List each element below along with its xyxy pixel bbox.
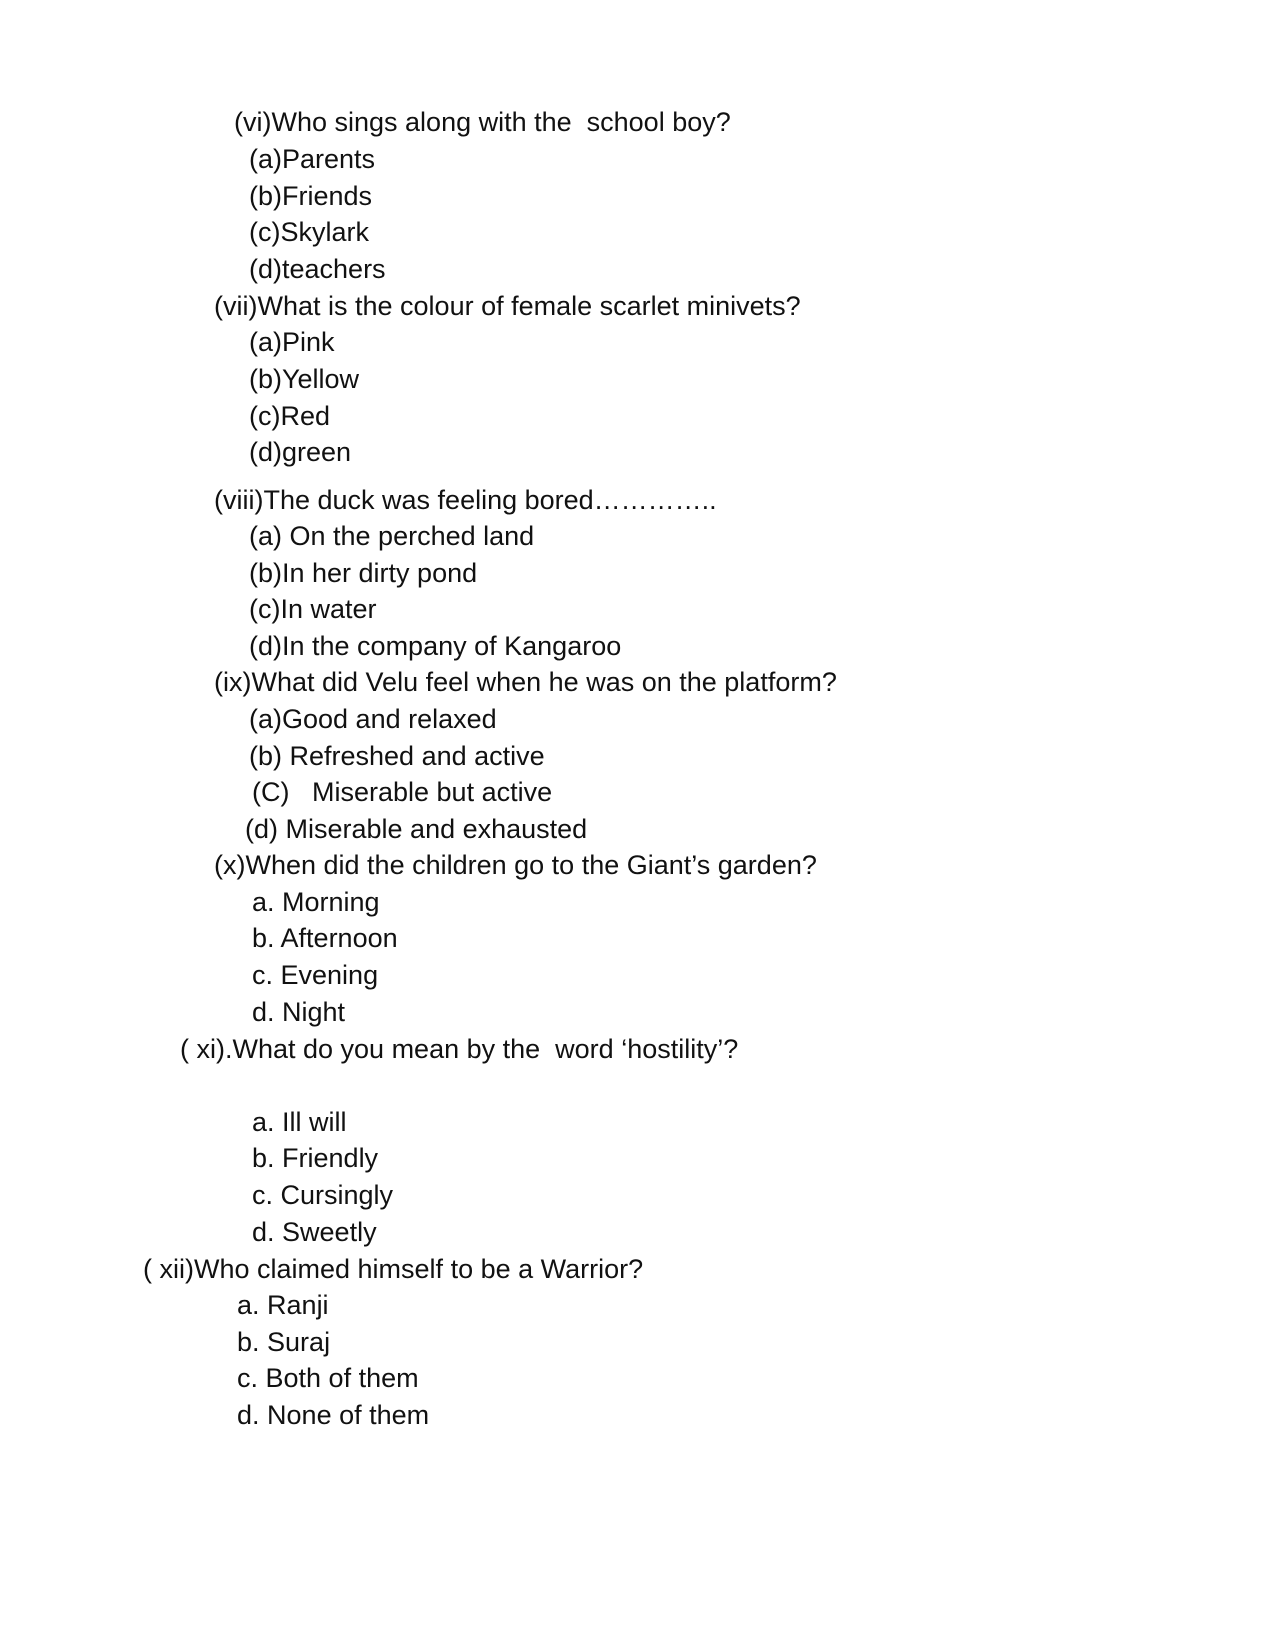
option-vi-b: [249, 180, 372, 212]
question-vi: [234, 106, 731, 138]
option-text: Ranji: [259, 1290, 329, 1320]
option-text: Evening: [273, 960, 379, 990]
option-label: b.: [237, 1327, 260, 1357]
question-ix: [214, 666, 837, 698]
option-x-d: [252, 996, 345, 1028]
option-text: Friendly: [274, 1143, 379, 1173]
question-text: When did the children go to the Giant’s garden?: [245, 850, 817, 880]
question-vii: [214, 290, 801, 322]
option-label: a.: [237, 1290, 260, 1320]
option-label: (c): [249, 217, 281, 247]
option-viii-a: [249, 520, 534, 552]
option-x-a: [252, 886, 380, 918]
option-text: Miserable but active: [289, 777, 553, 807]
option-label: (d): [249, 254, 282, 284]
option-ix-d: [245, 813, 587, 845]
question-number: ( xii): [143, 1254, 194, 1284]
question-text: The duck was feeling bored…………..: [263, 485, 717, 515]
option-label: a.: [252, 887, 275, 917]
option-text: Ill will: [274, 1107, 347, 1137]
option-text: Pink: [282, 327, 335, 357]
option-text: In water: [280, 594, 377, 624]
option-text: Suraj: [259, 1327, 331, 1357]
option-vii-b: [249, 363, 359, 395]
option-text: Miserable and exhausted: [278, 814, 588, 844]
option-label: (a): [249, 704, 282, 734]
option-vi-d: [249, 253, 386, 285]
option-text: Friends: [282, 181, 373, 211]
option-xi-d: [252, 1216, 377, 1248]
option-text: In her dirty pond: [282, 558, 478, 588]
option-label: (C): [252, 777, 290, 807]
option-label: a.: [252, 1107, 275, 1137]
option-text: Both of them: [258, 1363, 419, 1393]
option-xii-d: [237, 1399, 429, 1431]
option-xi-c: [252, 1179, 393, 1211]
question-xii: [143, 1253, 643, 1285]
option-text: Morning: [274, 887, 380, 917]
question-text: Who claimed himself to be a Warrior?: [193, 1254, 644, 1284]
option-text: Red: [280, 401, 331, 431]
option-vii-c: [249, 400, 330, 432]
question-xi: [180, 1033, 738, 1065]
question-text: What did Velu feel when he was on the platform?: [251, 667, 837, 697]
option-text: Afternoon: [274, 923, 398, 953]
option-label: (d): [249, 437, 282, 467]
option-label: (b): [249, 741, 282, 771]
option-vi-a: [249, 143, 375, 175]
option-label: (b): [249, 364, 282, 394]
option-viii-d: [249, 630, 621, 662]
option-vii-a: [249, 326, 335, 358]
option-label: (b): [249, 558, 282, 588]
option-text: Sweetly: [274, 1217, 377, 1247]
option-text: Good and relaxed: [282, 704, 497, 734]
option-text: Cursingly: [273, 1180, 394, 1210]
option-x-c: [252, 959, 378, 991]
question-number: (x): [214, 850, 246, 880]
option-label: (d): [245, 814, 278, 844]
question-number: (ix): [214, 667, 252, 697]
option-label: b.: [252, 923, 275, 953]
option-label: c.: [252, 960, 274, 990]
option-label: d.: [252, 1217, 275, 1247]
option-label: d.: [252, 997, 275, 1027]
option-xi-a: [252, 1106, 347, 1138]
option-viii-b: [249, 557, 477, 589]
option-text: teachers: [282, 254, 386, 284]
option-label: c.: [237, 1363, 259, 1393]
option-label: b.: [252, 1143, 275, 1173]
question-text: What is the colour of female scarlet minivets?: [257, 291, 801, 321]
option-ix-c: [252, 776, 552, 808]
option-vii-d: [249, 436, 351, 468]
question-number: (vi): [234, 107, 272, 137]
option-text: green: [282, 437, 352, 467]
option-text: On the perched land: [282, 521, 535, 551]
option-vi-c: [249, 216, 369, 248]
option-label: d.: [237, 1400, 260, 1430]
option-label: (c): [249, 594, 281, 624]
question-x: [214, 849, 817, 881]
option-text: Yellow: [282, 364, 360, 394]
option-label: c.: [252, 1180, 274, 1210]
option-label: (a): [249, 327, 282, 357]
question-text: What do you mean by the word ‘hostility’?: [232, 1034, 739, 1064]
option-text: None of them: [259, 1400, 430, 1430]
question-number: (vii): [214, 291, 258, 321]
option-text: Night: [274, 997, 346, 1027]
question-number: ( xi).: [180, 1034, 233, 1064]
question-viii: [214, 484, 717, 516]
question-text: Who sings along with the school boy?: [271, 107, 731, 137]
option-text: Refreshed and active: [282, 741, 545, 771]
option-text: Parents: [282, 144, 376, 174]
option-xi-b: [252, 1142, 378, 1174]
option-xii-b: [237, 1326, 330, 1358]
option-ix-b: [249, 740, 545, 772]
option-label: (a): [249, 521, 282, 551]
option-ix-a: [249, 703, 497, 735]
option-xii-c: [237, 1362, 419, 1394]
option-viii-c: [249, 593, 377, 625]
option-label: (c): [249, 401, 281, 431]
option-xii-a: [237, 1289, 329, 1321]
option-label: (d): [249, 631, 282, 661]
option-text: In the company of Kangaroo: [282, 631, 622, 661]
option-x-b: [252, 922, 398, 954]
option-label: (b): [249, 181, 282, 211]
option-label: (a): [249, 144, 282, 174]
question-number: (viii): [214, 485, 264, 515]
option-text: Skylark: [280, 217, 369, 247]
